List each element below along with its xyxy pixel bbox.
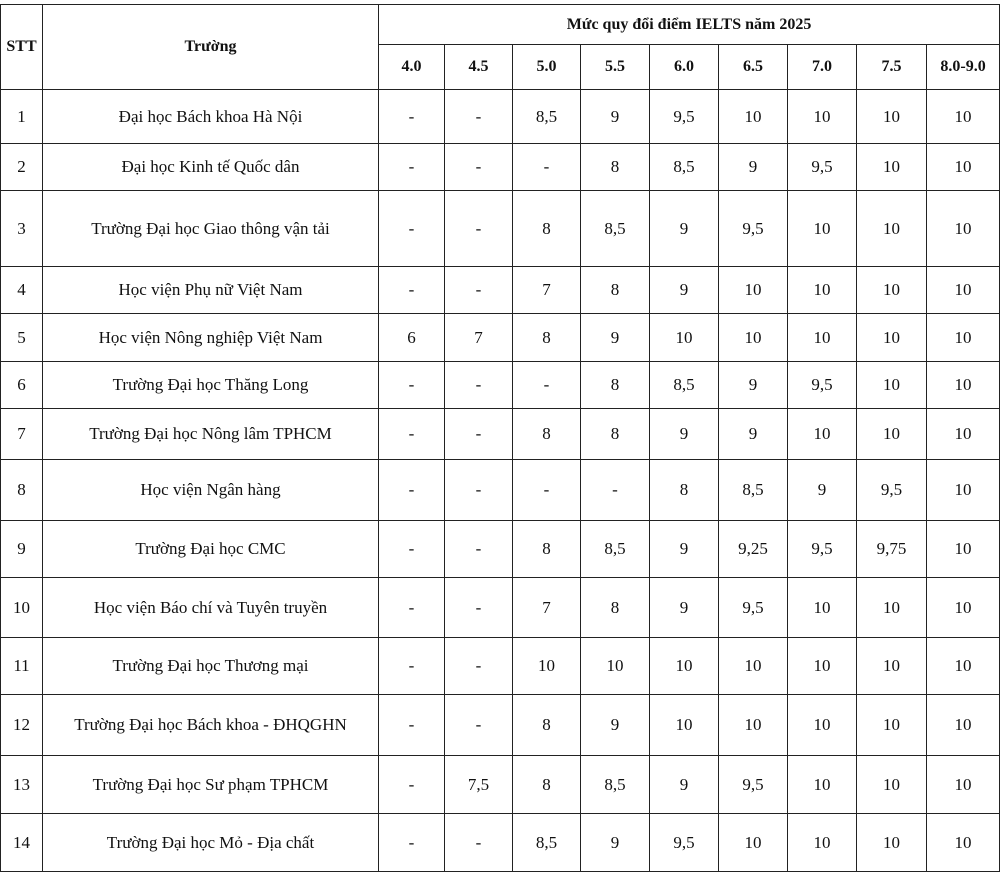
table-row [1,90,1000,144]
row-school-name: Trường Đại học Mỏ - Địa chất [43,814,379,872]
score-cell: 10 [927,814,1000,872]
row-stt: 2 [1,144,43,191]
score-cell: - [379,814,445,872]
row-stt: 13 [1,756,43,814]
score-cell: - [445,90,513,144]
score-cell: 9 [650,756,719,814]
row-stt: 10 [1,578,43,638]
score-cell: 10 [857,638,927,695]
score-cell: - [445,695,513,756]
score-cell: 8 [513,191,581,267]
table-row [1,638,1000,695]
score-cell: 8 [581,144,650,191]
score-cell: 8 [581,409,650,460]
score-cell: - [379,191,445,267]
score-cell: - [379,267,445,314]
score-cell: 10 [857,90,927,144]
score-cell: - [379,409,445,460]
score-cell: 10 [927,191,1000,267]
row-stt: 11 [1,638,43,695]
score-cell: 9 [650,578,719,638]
table-body [1,90,1000,872]
score-cell: 10 [788,191,857,267]
table-row [1,362,1000,409]
table-row [1,756,1000,814]
score-cell: 8 [581,362,650,409]
score-cell: - [379,460,445,521]
table-row [1,460,1000,521]
score-cell: 10 [857,695,927,756]
score-cell: 10 [788,267,857,314]
row-school-name: Trường Đại học CMC [43,521,379,578]
score-cell: 9,5 [719,756,788,814]
row-school-name: Trường Đại học Thăng Long [43,362,379,409]
score-cell: 8 [581,578,650,638]
row-stt: 8 [1,460,43,521]
header-band: 6.5 [719,45,788,90]
score-cell: 10 [513,638,581,695]
row-school-name: Trường Đại học Nông lâm TPHCM [43,409,379,460]
score-cell: - [379,144,445,191]
score-cell: 10 [788,578,857,638]
score-cell: 9 [650,191,719,267]
row-school-name: Học viện Phụ nữ Việt Nam [43,267,379,314]
score-cell: 10 [788,695,857,756]
score-cell: 9 [650,267,719,314]
table-row [1,409,1000,460]
score-cell: 10 [857,578,927,638]
header-band: 4.0 [379,45,445,90]
score-cell: 10 [857,191,927,267]
header-band: 5.0 [513,45,581,90]
score-cell: 9 [581,695,650,756]
score-cell: 10 [927,638,1000,695]
row-stt: 1 [1,90,43,144]
score-cell: - [379,90,445,144]
score-cell: 10 [719,814,788,872]
row-school-name: Đại học Bách khoa Hà Nội [43,90,379,144]
header-band: 7.5 [857,45,927,90]
score-cell: 10 [788,814,857,872]
score-cell: - [513,460,581,521]
row-stt: 4 [1,267,43,314]
row-school-name: Trường Đại học Bách khoa - ĐHQGHN [43,695,379,756]
score-cell: 8,5 [513,90,581,144]
score-cell: 9,5 [788,521,857,578]
score-cell: 9 [650,521,719,578]
table-row [1,521,1000,578]
score-cell: 8 [513,521,581,578]
score-cell: - [445,521,513,578]
score-cell: 8,5 [719,460,788,521]
score-cell: 10 [719,267,788,314]
row-school-name: Trường Đại học Thương mại [43,638,379,695]
header-stt: STT [1,5,43,90]
score-cell: 9,5 [719,578,788,638]
table-row [1,578,1000,638]
row-stt: 7 [1,409,43,460]
score-cell: - [445,144,513,191]
score-cell: 10 [927,521,1000,578]
row-school-name: Trường Đại học Giao thông vận tải [43,191,379,267]
score-cell: 8 [650,460,719,521]
score-cell: 10 [927,460,1000,521]
row-stt: 6 [1,362,43,409]
score-cell: - [445,362,513,409]
header-band: 8.0-9.0 [927,45,1000,90]
score-cell: 10 [927,756,1000,814]
score-cell: 8,5 [581,521,650,578]
score-cell: 8,5 [650,144,719,191]
score-cell: 10 [927,578,1000,638]
score-cell: - [445,267,513,314]
score-cell: - [379,521,445,578]
score-cell: 10 [927,409,1000,460]
header-band: 5.5 [581,45,650,90]
score-cell: 7,5 [445,756,513,814]
row-school-name: Trường Đại học Sư phạm TPHCM [43,756,379,814]
score-cell: 9,5 [650,814,719,872]
score-cell: 9 [581,90,650,144]
score-cell: 8,5 [581,191,650,267]
row-stt: 5 [1,314,43,362]
score-cell: 10 [719,314,788,362]
score-cell: - [379,362,445,409]
row-school-name: Học viện Báo chí và Tuyên truyền [43,578,379,638]
score-cell: 9,5 [719,191,788,267]
score-cell: 9 [719,409,788,460]
score-cell: 10 [927,144,1000,191]
score-cell: 9,25 [719,521,788,578]
score-cell: 8 [513,314,581,362]
score-cell: 10 [857,756,927,814]
score-cell: - [379,638,445,695]
score-cell: - [513,144,581,191]
score-cell: - [379,578,445,638]
score-cell: 8,5 [650,362,719,409]
header-band: 6.0 [650,45,719,90]
score-cell: 10 [927,267,1000,314]
table-row [1,695,1000,756]
header-ielts-group: Mức quy đổi điểm IELTS năm 2025 [379,5,1000,45]
score-cell: - [445,409,513,460]
score-cell: 10 [927,314,1000,362]
score-cell: - [445,578,513,638]
score-cell: 10 [857,814,927,872]
row-school-name: Đại học Kinh tế Quốc dân [43,144,379,191]
row-stt: 12 [1,695,43,756]
score-cell: 10 [581,638,650,695]
score-cell: 9 [788,460,857,521]
score-cell: 10 [650,638,719,695]
score-cell: 10 [857,144,927,191]
header-school: Trường [43,5,379,90]
score-cell: 9 [719,144,788,191]
score-cell: 10 [857,314,927,362]
header-row-group [1,5,1000,45]
score-cell: 10 [719,695,788,756]
score-cell: 9,5 [650,90,719,144]
ielts-conversion-table [0,4,1000,872]
score-cell: - [379,695,445,756]
score-cell: 8,5 [513,814,581,872]
score-cell: - [445,814,513,872]
score-cell: - [513,362,581,409]
score-cell: 8,5 [581,756,650,814]
score-cell: 10 [857,267,927,314]
score-cell: 10 [788,314,857,362]
score-cell: 10 [650,314,719,362]
score-cell: 10 [788,90,857,144]
score-cell: 8 [513,695,581,756]
score-cell: 7 [445,314,513,362]
score-cell: 10 [719,638,788,695]
score-cell: 8 [513,409,581,460]
score-cell: 9,5 [857,460,927,521]
score-cell: - [445,460,513,521]
score-cell: 10 [788,409,857,460]
score-cell: 9,75 [857,521,927,578]
table-row [1,144,1000,191]
score-cell: 7 [513,267,581,314]
header-band: 7.0 [788,45,857,90]
row-stt: 14 [1,814,43,872]
score-cell: 10 [927,362,1000,409]
score-cell: - [581,460,650,521]
score-cell: - [379,756,445,814]
score-cell: 8 [513,756,581,814]
table-row [1,191,1000,267]
row-school-name: Học viện Ngân hàng [43,460,379,521]
table-row [1,267,1000,314]
table-row [1,814,1000,872]
score-cell: 10 [788,756,857,814]
score-cell: 9 [650,409,719,460]
score-cell: 9,5 [788,362,857,409]
row-stt: 9 [1,521,43,578]
score-cell: 8 [581,267,650,314]
table-row [1,314,1000,362]
score-cell: 10 [650,695,719,756]
score-cell: 9 [581,814,650,872]
score-cell: - [445,191,513,267]
score-cell: 10 [719,90,788,144]
score-cell: 9,5 [788,144,857,191]
score-cell: 10 [927,90,1000,144]
score-cell: 10 [788,638,857,695]
score-cell: 10 [857,409,927,460]
row-stt: 3 [1,191,43,267]
score-cell: - [445,638,513,695]
score-cell: 10 [857,362,927,409]
header-band: 4.5 [445,45,513,90]
score-cell: 9 [581,314,650,362]
score-cell: 6 [379,314,445,362]
score-cell: 7 [513,578,581,638]
score-cell: 9 [719,362,788,409]
row-school-name: Học viện Nông nghiệp Việt Nam [43,314,379,362]
score-cell: 10 [927,695,1000,756]
